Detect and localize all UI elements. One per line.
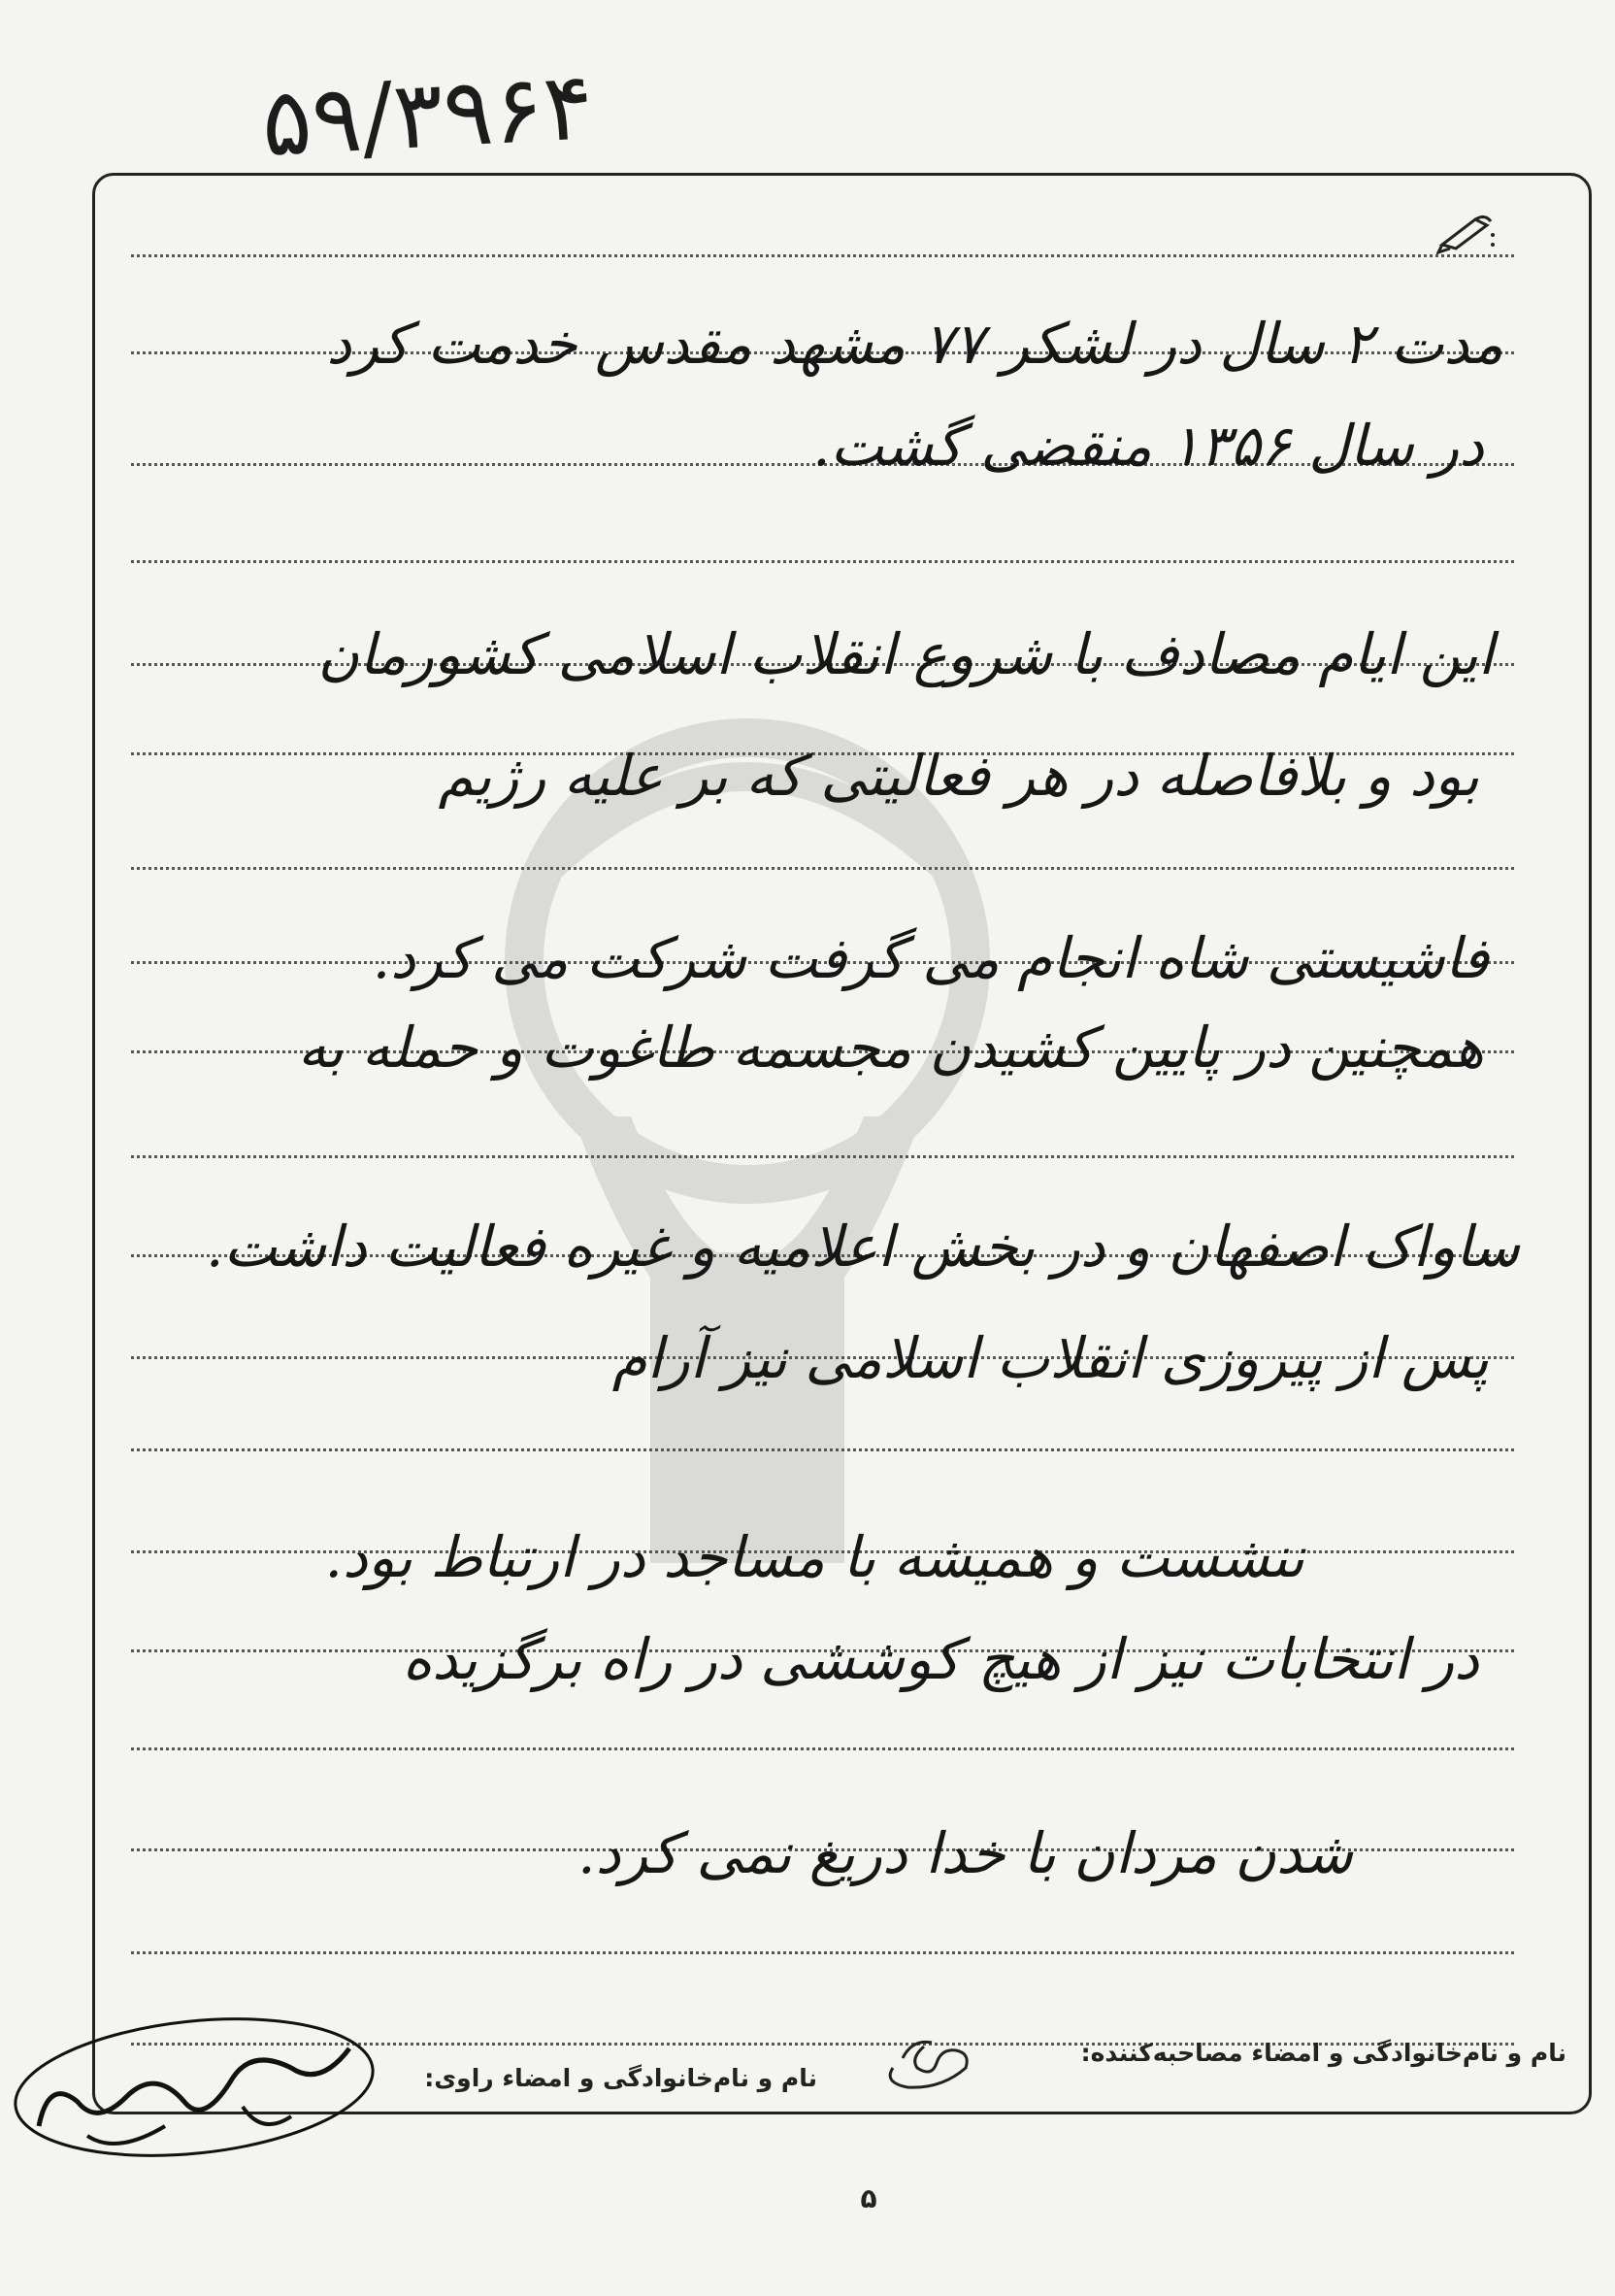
narrator-signature-label: نام و نام‌خانوادگی و امضاء راوی: xyxy=(424,2064,817,2092)
ruled-line xyxy=(131,254,1514,257)
handwritten-line: شدن مردان با خدا دریغ نمی کرد. xyxy=(577,1820,1353,1886)
ruled-line xyxy=(131,1951,1514,1954)
ruled-line xyxy=(131,867,1514,870)
ruled-line xyxy=(131,1747,1514,1750)
handwritten-line: در انتخابات نیز از هیچ کوششی در راه برگزیده xyxy=(402,1626,1479,1692)
handwritten-line: در سال ۱۳۵۶ منقضی گشت. xyxy=(812,413,1484,479)
handwritten-line: بود و بلافاصله در هر فعالیتی که بر علیه رژیم xyxy=(438,743,1479,809)
handwritten-line: فاشیستی شاه انجام می گرفت شرکت می کرد. xyxy=(372,925,1489,991)
handwritten-line: این ایام مصادف با شروع انقلاب اسلامی کشورمان xyxy=(317,621,1494,687)
handwritten-line: مدت ۲ سال در لشکر ۷۷ مشهد مقدس خدمت کرد xyxy=(326,311,1503,377)
handwritten-line: همچنین در پایین کشیدن مجسمه طاغوت و حمله به xyxy=(297,1015,1484,1081)
ruled-line xyxy=(131,560,1514,563)
document-number: ۵۹/۳۹۶۴ xyxy=(258,51,596,178)
watermark-emblem xyxy=(456,709,1038,1621)
ruled-line xyxy=(131,1155,1514,1158)
pen-icon xyxy=(1436,212,1497,254)
page-number: ۵ xyxy=(860,2182,877,2214)
interviewer-signature xyxy=(873,2029,980,2097)
ruled-line xyxy=(131,1448,1514,1451)
handwritten-line: ننشست و همیشه با مساجد در ارتباط بود. xyxy=(324,1524,1304,1590)
handwritten-line: ساواک اصفهان و در بخش اعلامیه و غیره فعالیت داشت. xyxy=(206,1214,1520,1280)
narrator-signature xyxy=(0,2010,379,2175)
interviewer-signature-label: نام و نام‌خانوادگی و امضاء مصاحبه‌کننده: xyxy=(1080,2039,1566,2067)
handwritten-line: پس از پیروزی انقلاب اسلامی نیز آرام xyxy=(611,1325,1489,1391)
